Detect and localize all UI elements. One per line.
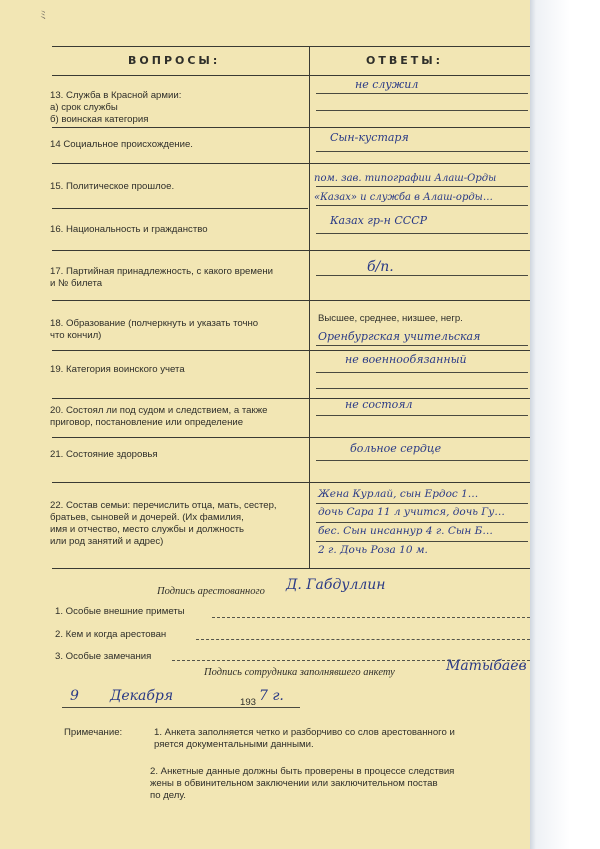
- answer-22-line-2: дочь Сара 11 л учится, дочь Гу…: [318, 506, 505, 518]
- column-divider: [309, 46, 310, 568]
- education-options: Высшее, среднее, низшее, негр.: [318, 313, 463, 324]
- answer-22-line-3: бес. Сын инсаннур 4 г. Сын Б…: [318, 525, 493, 537]
- answer-line: [316, 275, 528, 276]
- question-20: 20. Состоял ли под судом и следствием, а также приговор, постановление или определение: [50, 405, 268, 428]
- staple-mark: ﾐ: [40, 8, 47, 22]
- row-divider: [52, 208, 308, 209]
- answer-18: Оренбургская учительская: [318, 330, 481, 343]
- answer-line: [316, 415, 528, 416]
- date-year-suffix: 7 г.: [259, 688, 284, 704]
- table-bottom-rule: [52, 568, 530, 569]
- question-18: 18. Образование (полчеркнуть и указать точно что кончил): [50, 318, 259, 341]
- arrested-signature-label: Подпись арестованного: [157, 586, 265, 597]
- question-19: 19. Категория воинского учета: [50, 364, 185, 375]
- arrested-by-label: 2. Кем и когда арестован: [55, 629, 167, 640]
- answer-line: [316, 372, 528, 373]
- question-17: 17. Партийная принадлежность, с какого времени и № билета: [50, 266, 273, 289]
- answer-line: [316, 460, 528, 461]
- answer-22-line-4: 2 г. Дочь Роза 10 м.: [318, 544, 428, 556]
- date-month: Декабря: [110, 688, 174, 704]
- answer-21: больное сердце: [350, 442, 442, 455]
- answer-line: [316, 151, 528, 152]
- answer-line: [316, 541, 528, 542]
- officer-signature: Матыбаев: [446, 658, 527, 674]
- notes-label: Примечание:: [64, 727, 123, 738]
- answer-20: не состоял: [345, 398, 413, 411]
- header-top-rule: [52, 46, 530, 47]
- question-15: 15. Политическое прошлое.: [50, 181, 175, 192]
- scanner-background: [530, 0, 600, 849]
- row-divider: [52, 398, 530, 399]
- answers-header: ОТВЕТЫ:: [366, 54, 444, 67]
- answer-line: [316, 345, 528, 346]
- answer-line: [316, 233, 528, 234]
- row-divider: [52, 300, 530, 301]
- answer-line: [316, 503, 528, 504]
- row-divider: [52, 482, 530, 483]
- answer-15: пом. зав. типографии Алаш-Орды «Казах» и служба в Алаш-орды…: [314, 173, 497, 203]
- officer-signature-label: Подпись сотрудника заполнявшего анкету: [204, 667, 395, 678]
- question-16: 16. Национальность и гражданство: [50, 224, 208, 235]
- question-14: 14 Социальное происхождение.: [50, 139, 193, 150]
- row-divider: [52, 127, 530, 128]
- special-notes-label: 3. Особые замечания: [55, 651, 152, 662]
- answer-line: [316, 522, 528, 523]
- row-divider: [52, 350, 530, 351]
- date-year-prefix: 193: [240, 697, 257, 708]
- arrested-by-line: [196, 639, 530, 640]
- arrested-signature: Д. Габдуллин: [286, 577, 386, 593]
- special-features-line: [212, 617, 530, 618]
- note-2: 2. Анкетные данные должны быть проверены в процессе следствия жены в обвинительном заключении или заключительном постав по делу.: [150, 766, 455, 801]
- special-features-label: 1. Особые внешние приметы: [55, 606, 185, 617]
- answer-13: не служил: [355, 78, 419, 91]
- answer-22-line-1: Жена Курлай, сын Ердос 1…: [318, 488, 479, 500]
- header-bottom-rule: [52, 75, 530, 76]
- answer-line: [316, 388, 528, 389]
- question-13: 13. Служба в Красной армии: а) срок службы б) воинская категория: [50, 90, 182, 125]
- row-divider: [52, 437, 530, 438]
- question-22: 22. Состав семьи: перечислить отца, мать, сестер, братьев, сыновей и дочерей. (Их фамилия, имя и отчество, место службы и должность или род занятий и адрес): [50, 500, 277, 547]
- answer-line: [316, 205, 528, 206]
- questions-header: ВОПРОСЫ:: [128, 54, 221, 67]
- note-1: 1. Анкета заполняется четко и разборчиво со слов арестованного и ряется документальными данными.: [154, 727, 455, 750]
- row-divider: [52, 163, 530, 164]
- answer-line: [316, 186, 528, 187]
- answer-19: не военнообязанный: [345, 353, 467, 366]
- answer-17: б/п.: [367, 259, 394, 275]
- answer-16: Казах гр-н СССР: [330, 214, 428, 227]
- answer-14: Сын-кустаря: [330, 131, 409, 144]
- date-day: 9: [70, 688, 79, 704]
- date-line: [62, 707, 300, 708]
- answer-line: [316, 110, 528, 111]
- row-divider: [52, 250, 530, 251]
- question-21: 21. Состояние здоровья: [50, 449, 158, 460]
- answer-line: [316, 93, 528, 94]
